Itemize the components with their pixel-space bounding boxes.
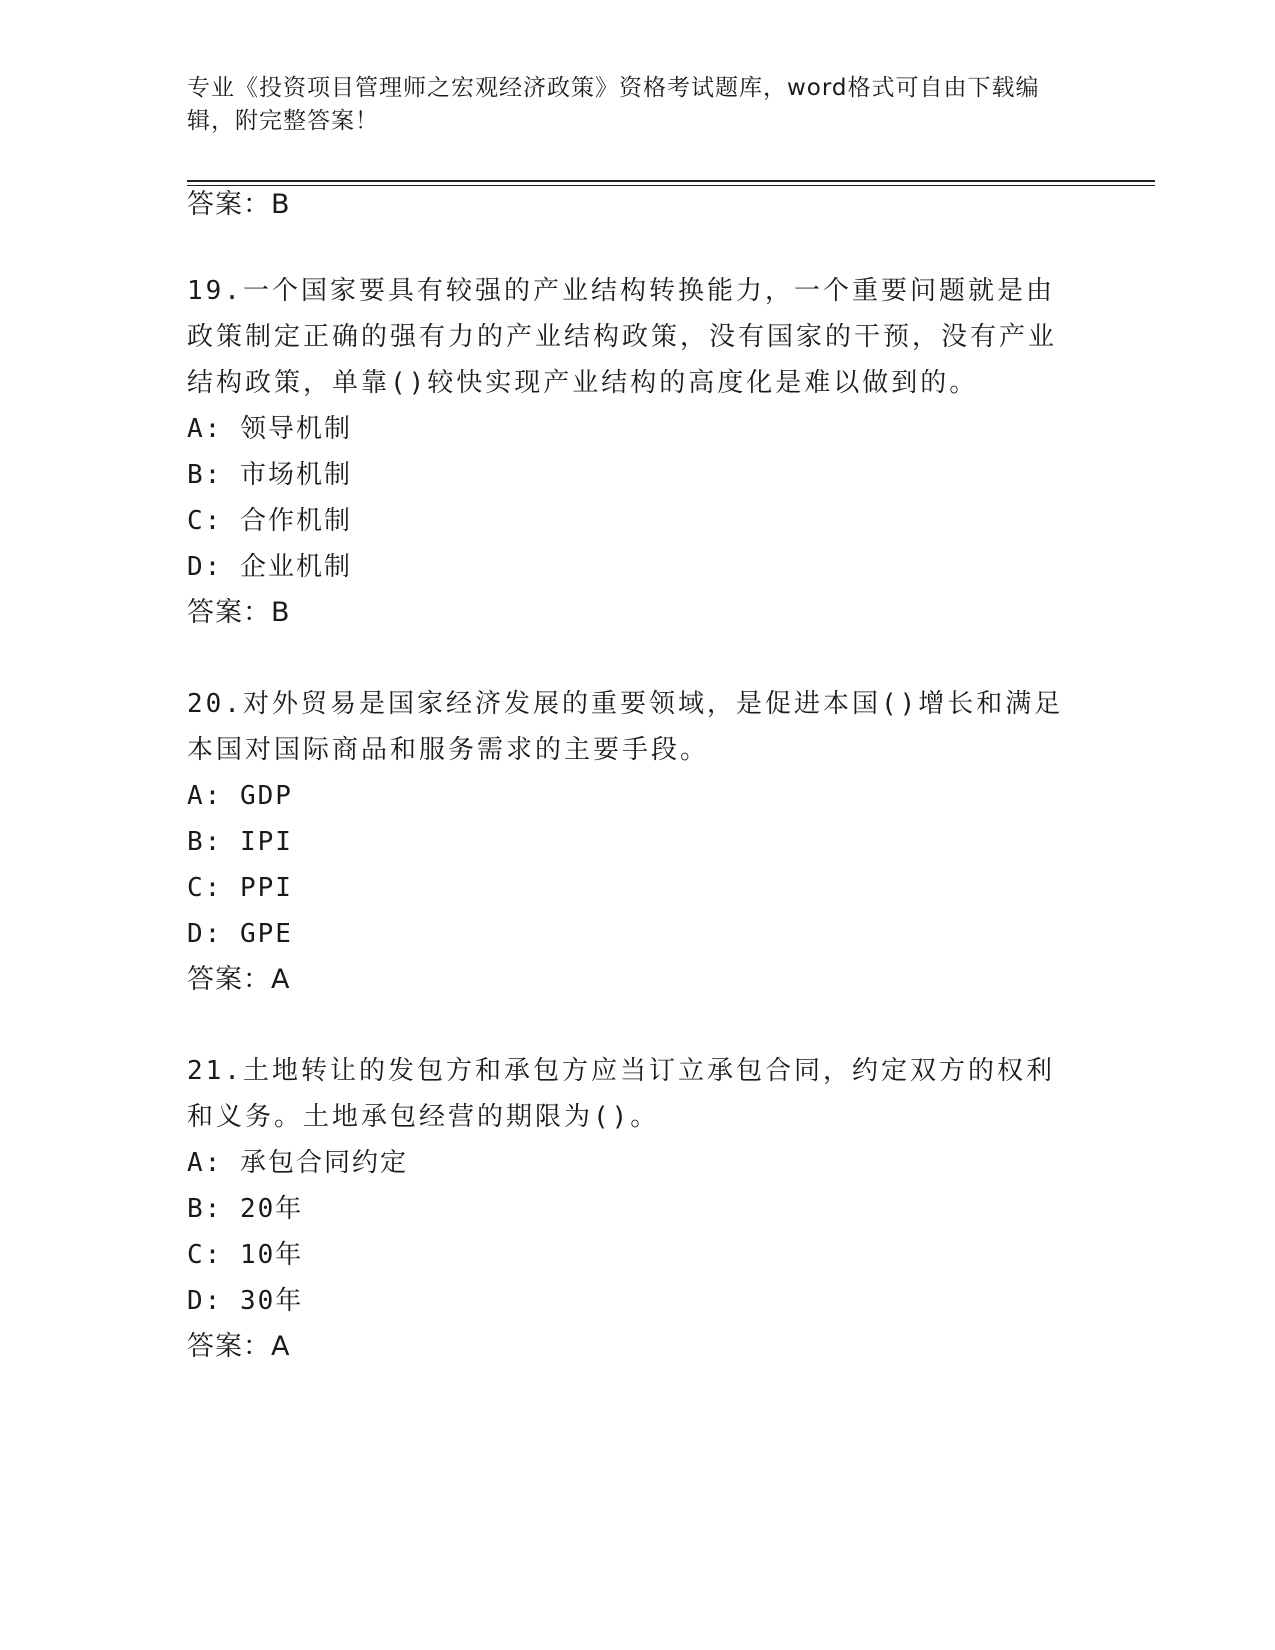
question-19 — [187, 268, 1077, 636]
option-c: C: PPI — [187, 873, 293, 903]
option-a: A: 承包合同约定 — [187, 1148, 408, 1178]
option-d: D: GPE — [187, 919, 293, 949]
question-answer: 答案：A — [187, 1331, 291, 1362]
question-stem: 19.一个国家要具有较强的产业结构转换能力，一个重要问题就是由政策制定正确的强有力的产业结构政策，没有国家的干预，没有产业结构政策，单靠()较快实现产业结构的高度化是难以做到的。 — [187, 276, 1058, 398]
question-21 — [187, 1048, 1077, 1370]
option-b: B: 市场机制 — [187, 460, 352, 490]
option-d: D: 企业机制 — [187, 552, 352, 582]
option-a: A: GDP — [187, 781, 293, 811]
option-b: B: IPI — [187, 827, 293, 857]
question-20 — [187, 681, 1077, 1003]
header-rule-thick — [187, 180, 1155, 182]
option-d: D: 30年 — [187, 1286, 304, 1316]
question-answer: 答案：A — [187, 964, 291, 995]
question-answer: 答案：B — [187, 597, 291, 628]
page-header: 专业《投资项目管理师之宏观经济政策》资格考试题库，word格式可自由下载编辑，附完整答案！ — [187, 75, 1040, 134]
option-b: B: 20年 — [187, 1194, 304, 1224]
header-rule-thin — [187, 185, 1155, 186]
question-stem: 21.土地转让的发包方和承包方应当订立承包合同，约定双方的权利和义务。土地承包经营的期限为()。 — [187, 1056, 1055, 1132]
option-c: C: 合作机制 — [187, 506, 352, 536]
option-a: A: 领导机制 — [187, 414, 352, 444]
previous-answer: 答案：B — [187, 189, 291, 220]
option-c: C: 10年 — [187, 1240, 304, 1270]
question-stem: 20.对外贸易是国家经济发展的重要领域，是促进本国()增长和满足本国对国际商品和服务需求的主要手段。 — [187, 689, 1064, 765]
